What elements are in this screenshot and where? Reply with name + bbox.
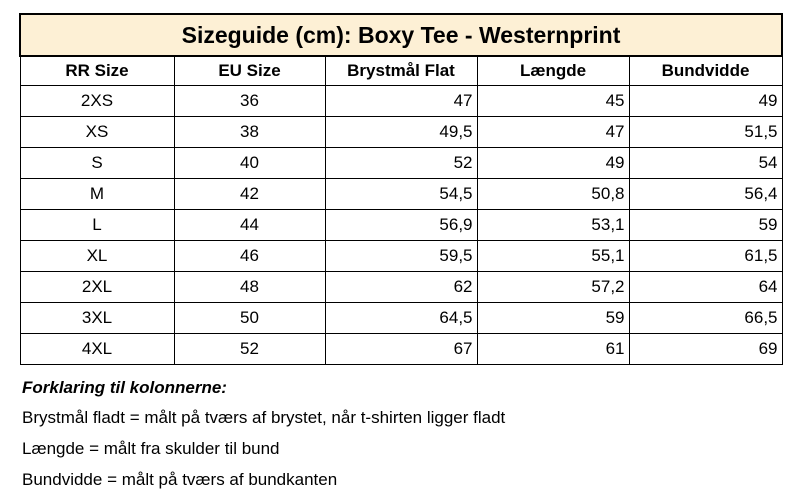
hem-width-cell: 49 <box>629 85 782 116</box>
header-row <box>20 56 782 85</box>
length-cell: 59 <box>477 302 629 333</box>
column-explanation <box>22 374 782 495</box>
header-rr-size: RR Size <box>20 56 174 85</box>
table-row <box>20 178 782 209</box>
length-cell: 50,8 <box>477 178 629 209</box>
bust-flat-cell: 52 <box>325 147 477 178</box>
hem-width-cell: 56,4 <box>629 178 782 209</box>
length-cell: 55,1 <box>477 240 629 271</box>
length-cell: 47 <box>477 116 629 147</box>
length-cell: 49 <box>477 147 629 178</box>
length-cell: 53,1 <box>477 209 629 240</box>
size-guide-title: Sizeguide (cm): Boxy Tee - Westernprint <box>20 14 782 56</box>
rr-size-cell: 4XL <box>20 333 174 364</box>
bust-flat-cell: 56,9 <box>325 209 477 240</box>
bust-flat-cell: 67 <box>325 333 477 364</box>
table-row <box>20 271 782 302</box>
hem-width-cell: 69 <box>629 333 782 364</box>
rr-size-cell: 2XS <box>20 85 174 116</box>
hem-width-cell: 64 <box>629 271 782 302</box>
explanation-title: Forklaring til kolonnerne: <box>22 378 227 397</box>
rr-size-cell: XS <box>20 116 174 147</box>
bust-flat-cell: 64,5 <box>325 302 477 333</box>
bust-flat-cell: 49,5 <box>325 116 477 147</box>
bust-flat-cell: 47 <box>325 85 477 116</box>
eu-size-cell: 36 <box>174 85 325 116</box>
table-row <box>20 240 782 271</box>
length-cell: 45 <box>477 85 629 116</box>
header-hem-width: Bundvidde <box>629 56 782 85</box>
eu-size-cell: 46 <box>174 240 325 271</box>
table-row <box>20 333 782 364</box>
hem-width-cell: 66,5 <box>629 302 782 333</box>
bust-flat-cell: 59,5 <box>325 240 477 271</box>
header-length: Længde <box>477 56 629 85</box>
header-eu-size: EU Size <box>174 56 325 85</box>
length-cell: 57,2 <box>477 271 629 302</box>
eu-size-cell: 50 <box>174 302 325 333</box>
hem-width-cell: 59 <box>629 209 782 240</box>
hem-width-cell: 61,5 <box>629 240 782 271</box>
hem-width-cell: 54 <box>629 147 782 178</box>
rr-size-cell: S <box>20 147 174 178</box>
table-row <box>20 302 782 333</box>
eu-size-cell: 52 <box>174 333 325 364</box>
explanation-hem-width: Bundvidde = målt på tværs af bundkanten <box>22 470 338 489</box>
eu-size-cell: 42 <box>174 178 325 209</box>
eu-size-cell: 44 <box>174 209 325 240</box>
rr-size-cell: L <box>20 209 174 240</box>
rr-size-cell: 3XL <box>20 302 174 333</box>
table-row <box>20 147 782 178</box>
eu-size-cell: 40 <box>174 147 325 178</box>
rr-size-cell: M <box>20 178 174 209</box>
header-bust-flat: Brystmål Flat <box>325 56 477 85</box>
explanation-bust: Brystmål fladt = målt på tværs af brystet, når t-shirten ligger fladt <box>22 408 506 427</box>
bust-flat-cell: 62 <box>325 271 477 302</box>
eu-size-cell: 38 <box>174 116 325 147</box>
bust-flat-cell: 54,5 <box>325 178 477 209</box>
size-guide-table <box>19 13 783 365</box>
rr-size-cell: 2XL <box>20 271 174 302</box>
table-row <box>20 209 782 240</box>
eu-size-cell: 48 <box>174 271 325 302</box>
table-row <box>20 85 782 116</box>
length-cell: 61 <box>477 333 629 364</box>
rr-size-cell: XL <box>20 240 174 271</box>
hem-width-cell: 51,5 <box>629 116 782 147</box>
table-row <box>20 116 782 147</box>
explanation-length: Længde = målt fra skulder til bund <box>22 439 280 458</box>
